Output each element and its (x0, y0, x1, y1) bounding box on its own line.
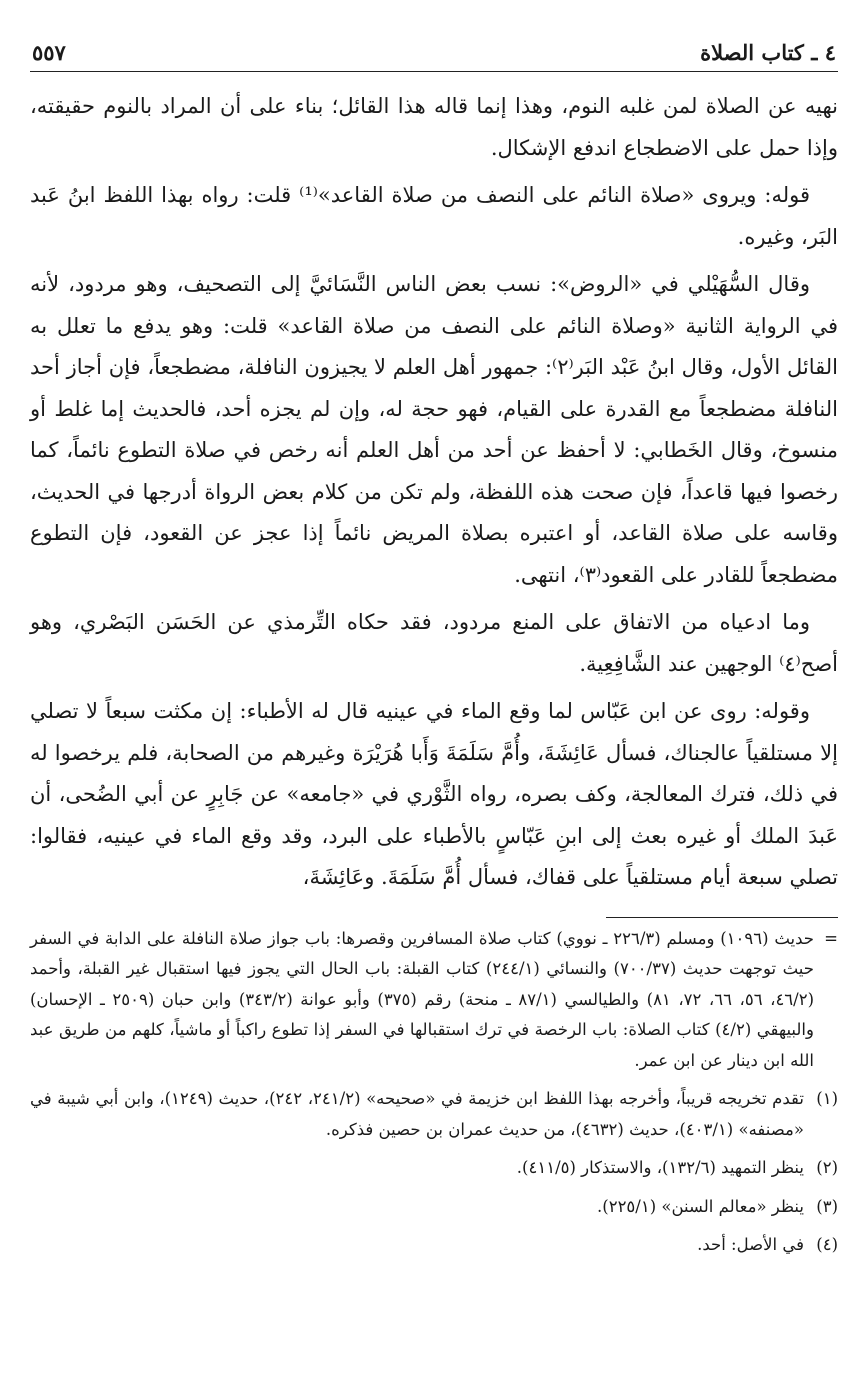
footnotes (30, 924, 838, 1261)
paragraph: نهيه عن الصلاة لمن غلبه النوم، وهذا إنما قاله هذا القائل؛ بناء على أن المراد بالنوم حقيقته، وإذا حمل على الاضطجاع اندفع الإشكال. (30, 94, 838, 160)
paragraph: قوله: ويروى «صلاة النائم على النصف من صلاة القاعد»⁽¹⁾ قلت: رواه بهذا اللفظ ابنُ عَبد البَر، وغيره. (30, 183, 838, 249)
footnote-text: تقدم تخريجه قريباً، وأخرجه بهذا اللفظ ابن خزيمة في «صحيحه» (٢٤١/٢، ٢٤٢)، حديث (١٢٤٩)، وابن أبي شيبة في «مصنفه» (٤٠٣/١)، حديث (٤٦٣٢)، من حديث عمران بن حصين فذكره. (30, 1089, 804, 1139)
footnote (30, 1230, 838, 1261)
chapter-title: ٤ ـ كتاب الصلاة (700, 40, 836, 65)
continuation-mark: = (824, 928, 838, 948)
paragraph: وقال السُّهَيْلي في «الروض»: نسب بعض الناس النَّسَائيَّ إلى التصحيف، وهو مردود، لأنه في الرواية الثانية «وصلاة النائم على النصف من صلاة القاعد» قلت: وهو يدفع ما تعلل به القائل الأول، وقال ابنُ عَبْد البَر⁽٢⁾: جمهور أهل العلم لا يجيزون النافلة، مضطجعاً، فإن أجاز أحد النافلة مضطجعاً مع القدرة على القيام، فهو حجة له، وإن لم يجزه أحد، فالحديث إما غلط أو منسوخ، وقال الخَطابي: لا أحفظ عن أحد من أهل العلم أنه رخص في صلاة التطوع نائماً، كما رخصوا فيها قاعداً، فإن صحت هذه اللفظة، ولم تكن من كلام بعض الرواة أدرجها في الحديث، وقاسه على صلاة القاعد، أو اعتبره بصلاة المريض نائماً إذا عجز عن القعود، فإن التطوع مضطجعاً للقادر على القعود⁽٣⁾، انتهى. (30, 272, 839, 587)
page-number: ٥٥٧ (32, 40, 66, 65)
footnote (30, 1192, 838, 1223)
footnote-number: (١) (816, 1089, 838, 1108)
footnote (30, 1084, 838, 1145)
main-text (30, 86, 838, 899)
footnote-number: (٢) (816, 1158, 838, 1177)
paragraph: وقوله: روى عن ابن عَبّاس لما وقع الماء في عينيه قال له الأطباء: إن مكثت سبعاً لا تصلي إلا مستلقياً عالجناك، فسأل عَائِشَةَ، وأُمَّ سَلَمَةَ وَأَبا هُرَيْرَة وغيرهم من الصحابة، فلم يرخصوا له في ذلك، فترك المعالجة، وكف بصره، رواه الثَّوْري في «جامعه» عن جَابِرٍ عن أبي الضُحى، أن عَبدَ الملك أو غيره بعث إلى ابنِ عَبّاسٍ بالأطباء على البرد، وقد وقع الماء في عينيه، فقالوا: تصلي سبعة أيام مستلقياً على قفاك، فسأل أُمَّ سَلَمَةَ. وعَائِشَةَ، (30, 699, 838, 889)
footnote-text: ينظر التمهيد (١٣٢/٦)، والاستذكار (٤١١/٥). (516, 1158, 804, 1177)
footnote-text: حديث (١٠٩٦) ومسلم (٢٢٦/٣ ـ نووي) كتاب صلاة المسافرين وقصرها: باب جواز صلاة النافلة على الدابة في السفر حيث توجهت حديث (٧٠٠/٣٧) والنسائي (٢٤٤/١) كتاب القبلة: باب الحال التي يجوز فيها استقبال غير القبلة، وأحمد (٤٦/٢، ٥٦، ٦٦، ٧٢، ٨١) والطيالسي (٨٧/١ ـ منحة) رقم (٣٧٥) وأبو عوانة (٣٤٣/٢) وابن حبان (٢٥٠٩ ـ الإحسان) والبيهقي (٤/٢) كتاب الصلاة: باب الرخصة في ترك استقبالها في السفر إذا تطوع راكباً أو ماشياً، كلهم من طريق عبد الله ابن دينار عن ابن عمر. (30, 928, 815, 1070)
footnote-separator (606, 917, 838, 918)
paragraph: وما ادعياه من الاتفاق على المنع مردود، فقد حكاه التِّرمذي عن الحَسَن البَصْري، وهو أصح⁽٤⁾ الوجهين عند الشَّافِعِية. (30, 610, 838, 676)
running-header (30, 40, 838, 72)
footnote-number: (٣) (816, 1196, 838, 1216)
footnote-number: (٤) (816, 1235, 838, 1254)
footnote-text: ينظر «معالم السنن» (٢٢٥/١). (597, 1196, 804, 1216)
footnote-text: في الأصل: أحد. (697, 1235, 804, 1254)
footnote (30, 1153, 838, 1184)
footnote-continuation (30, 924, 838, 1077)
